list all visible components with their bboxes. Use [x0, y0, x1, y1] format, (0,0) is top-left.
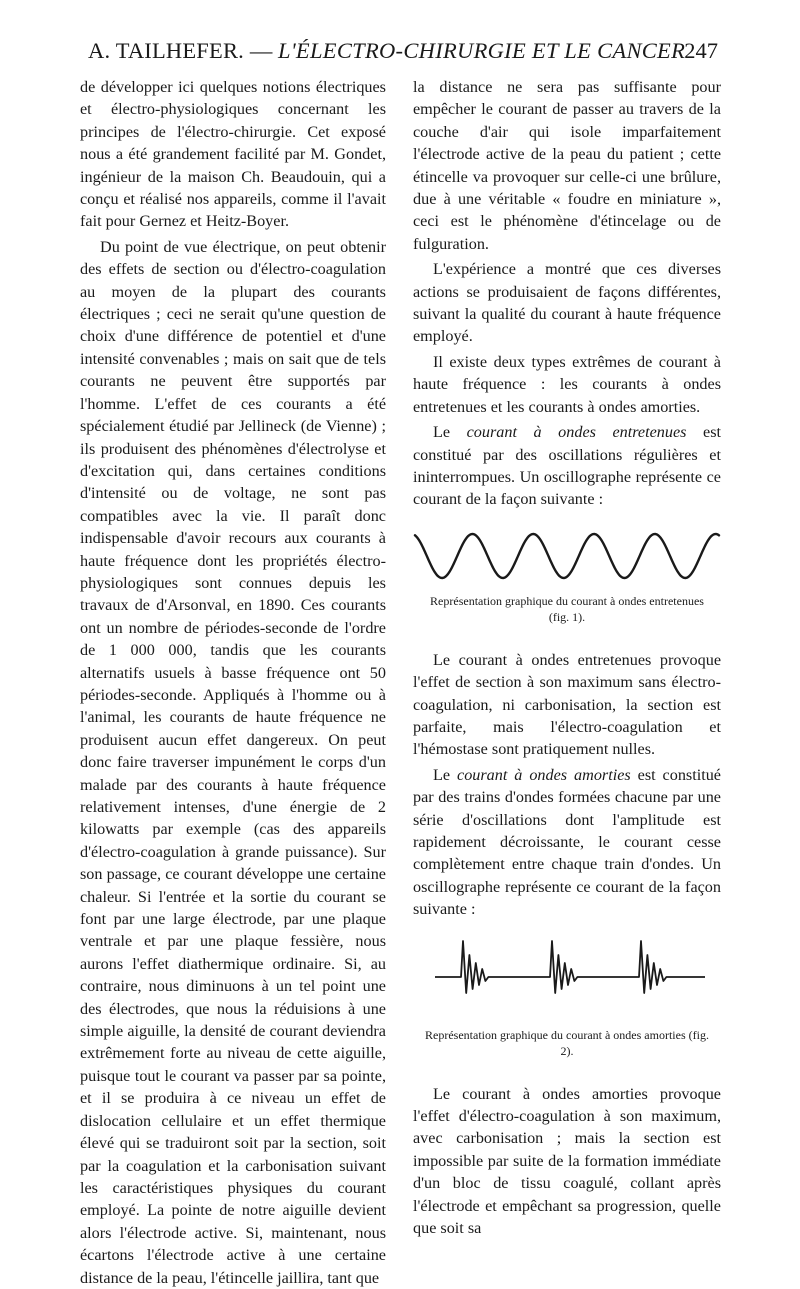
right-column	[413, 76, 721, 1239]
paragraph: L'expérience a montré que ces diverses actions se produisaient de façons différentes, suivant la qualité du courant à haute fréquence employé.	[413, 260, 721, 346]
continuous-wave-oscillogram	[413, 525, 721, 587]
emphasis: courant à ondes amorties	[457, 765, 631, 784]
paragraph: Il existe deux types extrêmes de courant à haute fréquence : les courants à ondes entretenues et les courants à ondes amorties.	[413, 352, 721, 416]
page-number: 247	[684, 38, 718, 63]
header-title: L'ÉLECTRO-CHIRURGIE ET LE CANCER	[278, 38, 686, 63]
text-run: Le	[433, 765, 458, 784]
paragraph: Du point de vue électrique, on peut obtenir des effets de section ou d'électro-coagulation au moyen de la plupart des courants électriques ; ceci ne serait qu'une question de choix d'une différence de potentiel et d'une intensité convenables ; mais on sait que de tels courants ne peuvent être supportés par l'homme. L'effet de ces courants a été spécialement étudié par Jellineck (de Vienne) ; ils produisent des phénomènes d'électrolyse et d'excitation qui, dans certaines conditions d'intensité ou de voltage, ne sont pas compatibles avec la vie. Il paraît donc indispensable d'avoir recours aux courants à haute fréquence dont les propriétés électro-physiologiques sont connues depuis les travaux de d'Arsonval, en 1890. Ces courants ont un nombre de périodes-seconde de l'ordre de 1 000 000, tandis que les courants alternatifs usuels à basse fréquence ont 50 périodes-seconde. Appliqués à l'homme ou à l'animal, les courants de haute fréquence ne produisent aucun effet dangereux. On peut donc faire traverser impunément le corps d'un malade par des courants à haute fréquence relativement intenses, d'une énergie de 2 kilowatts par exemple (cas des appareils d'électro-coagulation à grande puissance). Sur son passage, ce courant développe une certaine chaleur. Si l'entrée et la sortie du courant se font par une large électrode, par une plaque ventrale et par une plaque fessière, nous aurons l'effet diathermique ordinaire. Si, au contraire, nous diminuons à un tel point une des électrodes, que nous la réduisions à une simple aiguille, la densité de courant deviendra extrêmement forte au niveau de cette aiguille, puisque tout le courant va passer par sa pointe, et il se produira à ce niveau un effet de dislocation cellulaire et un effet thermique élevé qui se traduiront soit par la section, soit par la coagulation et la carbonisation suivant les caractéristiques physiques du courant employé. La pointe de notre aiguille devient alors l'électrode active. Si, maintenant, nous écartons l'électrode active à une certaine distance de la peau, l'étincelle jaillira, tant que	[80, 237, 386, 1287]
header-author: A. TAILHEFER. —	[88, 38, 273, 63]
paragraph: Le courant à ondes amorties provoque l'effet d'électro-coagulation à son maximum, avec carbonisation ; mais la section est impossible par suite de la formation immédiate d'un bloc de tissu coagulé, collant après l'électrode et empêchant sa progression, quelle que soit sa	[413, 1084, 721, 1238]
paragraph: la distance ne sera pas suffisante pour empêcher le courant de passer au travers de la couche d'air qui isole imparfaitement l'électrode active de la peau du patient ; cette étincelle va provoquer sur celle-ci une brûlure, due à une véritable « foudre en miniature », ceci est le phénomène d'étincelage ou de fulguration.	[413, 78, 721, 253]
damped-wave-oscillogram	[413, 933, 721, 1025]
text-run: est constitué par des trains d'ondes formées chacune par une série d'oscillations dont l'amplitude est rapidement décroissante, le courant cesse complètement entre chaque train d'ondes. Un oscillographe représente ce courant de la façon suivante :	[413, 765, 721, 919]
figure-continuous-wave	[413, 525, 721, 625]
running-header	[88, 38, 718, 72]
paragraph	[413, 421, 721, 511]
damped-wave-trace	[435, 941, 705, 993]
emphasis: courant à ondes entretenues	[466, 423, 687, 442]
text-run: Le	[433, 423, 467, 442]
left-column	[80, 76, 386, 1289]
figure-caption: Représentation graphique du courant à ondes amorties (fig. 2).	[425, 1027, 709, 1058]
paragraph	[413, 764, 721, 921]
figure-damped-wave	[413, 933, 721, 1059]
figure-caption: Représentation graphique du courant à ondes entretenues (fig. 1).	[430, 593, 704, 624]
paragraph: de développer ici quelques notions électriques et électro-physiologiques concernant les principes de l'électro-chirurgie. Cet exposé nous a été grandement facilité par M. Gondet, ingénieur de la maison Ch. Beaudouin, qui a conçu et réalisé nos appareils, comme il l'avait fait pour Gernez et Heitz-Boyer.	[80, 78, 386, 231]
continuous-wave-trace	[415, 534, 719, 578]
text-run: est constitué par des oscillations régulières et ininterrompues. Un oscillographe représente ce courant de la façon suivante :	[413, 423, 722, 509]
paragraph: Le courant à ondes entretenues provoque l'effet de section à son maximum sans électro-coagulation, ni carbonisation, la section est parfaite, mais l'électro-coagulation et l'hémostase sont pratiquement nulles.	[413, 650, 721, 759]
